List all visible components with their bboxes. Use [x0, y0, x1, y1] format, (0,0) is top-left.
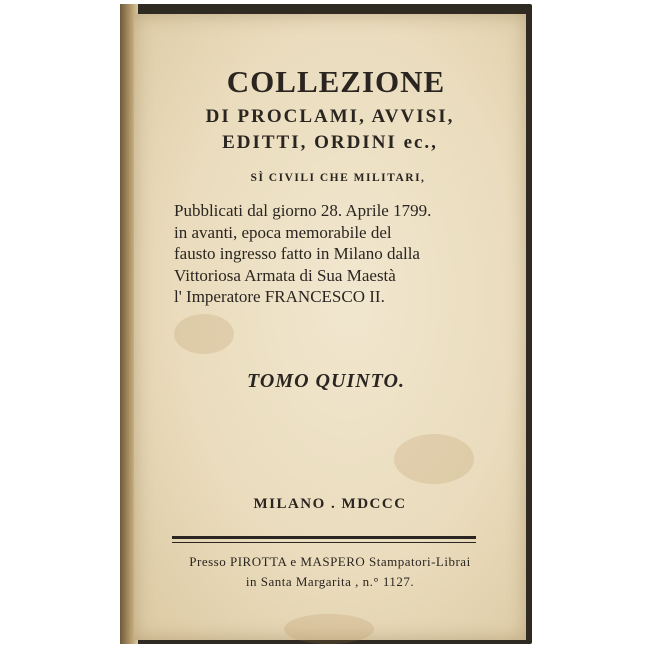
paragraph-line: in avanti, epoca memorabile del	[174, 222, 392, 242]
volume-label: TOMO QUINTO.	[247, 370, 405, 392]
subtitle-line-1: DI PROCLAMI, AVVISI,	[205, 106, 455, 127]
foxing-stain	[394, 434, 474, 484]
imprint-place-date: MILANO . MDCCC	[253, 496, 407, 512]
paragraph-line: l' Imperatore FRANCESCO II.	[174, 287, 385, 306]
paragraph-line: fausto ingresso fatto in Milano dalla	[174, 244, 420, 263]
paragraph-line: Vittoriosa Armata di Sua Maestà	[174, 265, 396, 285]
title-page	[134, 14, 526, 640]
subtitle-line-3: SÌ CIVILI CHE MILITARI,	[250, 172, 426, 184]
book-title: COLLEZIONE	[226, 64, 446, 99]
printer-line-1: Presso PIROTTA e MASPERO Stampatori-Librai	[189, 554, 471, 569]
printer-line-2: in Santa Margarita , n.° 1127.	[245, 574, 415, 589]
paragraph-line: Pubblicati dal giorno 28. Aprile 1799.	[174, 201, 432, 220]
subtitle-line-2: EDITTI, ORDINI ec.,	[222, 132, 438, 153]
description-paragraph	[174, 200, 492, 308]
double-rule-thick	[172, 536, 476, 539]
double-rule-thin	[172, 542, 476, 543]
foxing-stain	[284, 614, 374, 644]
foxing-stain	[174, 314, 234, 354]
